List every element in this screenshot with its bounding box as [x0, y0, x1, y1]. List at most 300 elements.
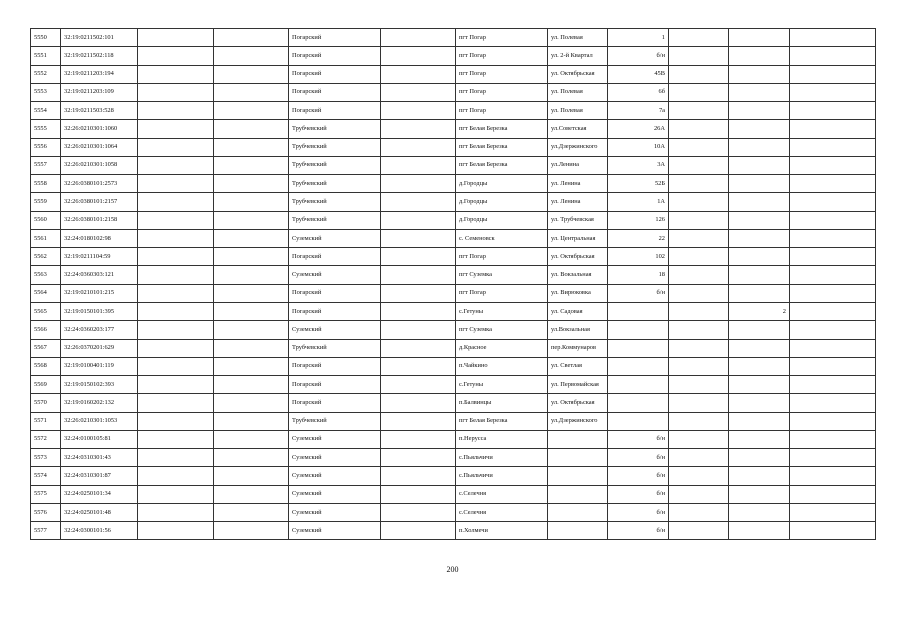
- cell-cadastral-number: 32:24:0310301:87: [61, 467, 138, 485]
- cell-extra-value: [729, 83, 790, 101]
- table-row: [31, 102, 876, 120]
- cell-district: Трубчевский: [289, 120, 381, 138]
- cell-row-number: 5575: [31, 485, 61, 503]
- cell-empty: [669, 65, 729, 83]
- table-row: [31, 302, 876, 320]
- cell-cadastral-number: 32:24:0310301:43: [61, 449, 138, 467]
- table-row: [31, 339, 876, 357]
- cell-house-number: [608, 412, 669, 430]
- cell-empty: [381, 376, 456, 394]
- cell-street: ул.Дзержинского: [548, 412, 608, 430]
- cell-house-number: [608, 376, 669, 394]
- cell-locality: д.Городцы: [456, 193, 548, 211]
- table-row: [31, 485, 876, 503]
- cell-district: Погарский: [289, 357, 381, 375]
- cell-district: Погарский: [289, 29, 381, 47]
- cell-empty: [138, 193, 214, 211]
- table-row: [31, 65, 876, 83]
- cell-empty: [214, 357, 289, 375]
- table-row: [31, 248, 876, 266]
- cell-empty: [214, 175, 289, 193]
- cell-empty: [381, 522, 456, 540]
- cell-cadastral-number: 32:19:0211502:118: [61, 47, 138, 65]
- cell-row-number: 5567: [31, 339, 61, 357]
- cell-row-number: 5572: [31, 430, 61, 448]
- cell-cadastral-number: 32:26:0210301:1058: [61, 156, 138, 174]
- cell-empty: [381, 65, 456, 83]
- cell-empty: [790, 467, 876, 485]
- cell-row-number: 5571: [31, 412, 61, 430]
- cell-empty: [214, 193, 289, 211]
- cell-street: ул. Полевая: [548, 83, 608, 101]
- table-row: [31, 522, 876, 540]
- cell-empty: [381, 321, 456, 339]
- cell-empty: [790, 65, 876, 83]
- cell-locality: д.Городцы: [456, 211, 548, 229]
- cell-cadastral-number: 32:24:0250101:48: [61, 503, 138, 521]
- registry-table-body: [31, 29, 876, 540]
- cell-empty: [381, 284, 456, 302]
- cell-house-number: 3А: [608, 156, 669, 174]
- cell-locality: п.Балвинцы: [456, 394, 548, 412]
- cell-empty: [790, 394, 876, 412]
- cell-house-number: [608, 394, 669, 412]
- cell-house-number: 1: [608, 29, 669, 47]
- cell-district: Погарский: [289, 248, 381, 266]
- table-row: [31, 321, 876, 339]
- cell-empty: [790, 302, 876, 320]
- cell-district: Трубчевский: [289, 211, 381, 229]
- cell-extra-value: [729, 248, 790, 266]
- cell-locality: пгт Погар: [456, 65, 548, 83]
- cell-street: [548, 485, 608, 503]
- cell-cadastral-number: 32:24:0180102:98: [61, 229, 138, 247]
- cell-locality: п.Чайкино: [456, 357, 548, 375]
- cell-empty: [214, 394, 289, 412]
- cell-empty: [790, 29, 876, 47]
- cell-house-number: 52Б: [608, 175, 669, 193]
- cell-empty: [669, 156, 729, 174]
- cell-cadastral-number: 32:19:0211203:194: [61, 65, 138, 83]
- cell-empty: [381, 339, 456, 357]
- cell-empty: [790, 376, 876, 394]
- cell-empty: [790, 211, 876, 229]
- cell-empty: [790, 485, 876, 503]
- cell-street: ул. Центральная: [548, 229, 608, 247]
- cell-empty: [669, 467, 729, 485]
- cell-street: ул. Вирюковка: [548, 284, 608, 302]
- table-row: [31, 284, 876, 302]
- cell-empty: [790, 266, 876, 284]
- cell-row-number: 5566: [31, 321, 61, 339]
- cell-empty: [381, 120, 456, 138]
- cell-district: Трубчевский: [289, 138, 381, 156]
- cell-locality: д.Городцы: [456, 175, 548, 193]
- cell-cadastral-number: 32:19:0210101:215: [61, 284, 138, 302]
- cell-house-number: 18: [608, 266, 669, 284]
- cell-empty: [669, 321, 729, 339]
- cell-empty: [138, 321, 214, 339]
- cell-empty: [669, 47, 729, 65]
- cell-empty: [669, 522, 729, 540]
- cell-street: ул.Дзержинского: [548, 138, 608, 156]
- cell-district: Суземский: [289, 522, 381, 540]
- cell-empty: [214, 430, 289, 448]
- cell-house-number: [608, 302, 669, 320]
- cell-street: [548, 467, 608, 485]
- cell-street: ул. Ленина: [548, 175, 608, 193]
- cell-empty: [381, 193, 456, 211]
- cell-district: Погарский: [289, 65, 381, 83]
- cell-locality: с.Гетуны: [456, 302, 548, 320]
- cell-street: ул. Полевая: [548, 102, 608, 120]
- cell-district: Погарский: [289, 102, 381, 120]
- cell-empty: [214, 29, 289, 47]
- cell-row-number: 5555: [31, 120, 61, 138]
- table-row: [31, 47, 876, 65]
- cell-district: Суземский: [289, 449, 381, 467]
- cell-house-number: 45В: [608, 65, 669, 83]
- cell-empty: [669, 302, 729, 320]
- cell-row-number: 5563: [31, 266, 61, 284]
- cell-empty: [214, 47, 289, 65]
- cell-locality: пгт Белая Березка: [456, 120, 548, 138]
- cell-empty: [790, 248, 876, 266]
- cell-row-number: 5551: [31, 47, 61, 65]
- cell-empty: [214, 211, 289, 229]
- cell-row-number: 5559: [31, 193, 61, 211]
- cell-house-number: б/н: [608, 522, 669, 540]
- cell-empty: [790, 138, 876, 156]
- cell-extra-value: [729, 229, 790, 247]
- cell-extra-value: [729, 321, 790, 339]
- cell-empty: [214, 376, 289, 394]
- table-row: [31, 211, 876, 229]
- cell-extra-value: [729, 376, 790, 394]
- cell-extra-value: [729, 339, 790, 357]
- cell-extra-value: [729, 430, 790, 448]
- table-row: [31, 376, 876, 394]
- cell-row-number: 5568: [31, 357, 61, 375]
- cell-house-number: 1А: [608, 193, 669, 211]
- cell-extra-value: [729, 449, 790, 467]
- cell-street: [548, 449, 608, 467]
- cell-cadastral-number: 32:19:0160202:132: [61, 394, 138, 412]
- cell-locality: с.Пьяльчичи: [456, 449, 548, 467]
- cell-empty: [669, 193, 729, 211]
- cell-district: Суземский: [289, 321, 381, 339]
- cell-street: ул. Трубчевская: [548, 211, 608, 229]
- cell-house-number: [608, 357, 669, 375]
- cell-row-number: 5558: [31, 175, 61, 193]
- cell-empty: [669, 102, 729, 120]
- cell-row-number: 5577: [31, 522, 61, 540]
- page-number: 200: [446, 565, 459, 574]
- cell-cadastral-number: 32:19:0100401:119: [61, 357, 138, 375]
- cell-empty: [790, 120, 876, 138]
- cell-empty: [790, 284, 876, 302]
- cell-empty: [669, 175, 729, 193]
- cell-empty: [381, 229, 456, 247]
- cell-empty: [790, 156, 876, 174]
- cell-cadastral-number: 32:19:0211104:59: [61, 248, 138, 266]
- cell-house-number: 102: [608, 248, 669, 266]
- cell-house-number: [608, 339, 669, 357]
- cell-row-number: 5564: [31, 284, 61, 302]
- cell-empty: [669, 83, 729, 101]
- cell-empty: [138, 485, 214, 503]
- cell-row-number: 5552: [31, 65, 61, 83]
- cell-empty: [669, 266, 729, 284]
- cell-extra-value: [729, 47, 790, 65]
- cell-empty: [138, 357, 214, 375]
- cell-locality: с.Селечня: [456, 503, 548, 521]
- cell-empty: [138, 339, 214, 357]
- cell-locality: пгт Погар: [456, 248, 548, 266]
- cell-empty: [138, 102, 214, 120]
- cell-empty: [138, 83, 214, 101]
- table-row: [31, 449, 876, 467]
- cell-street: [548, 430, 608, 448]
- cell-empty: [790, 412, 876, 430]
- cell-empty: [381, 430, 456, 448]
- cell-district: Трубчевский: [289, 156, 381, 174]
- table-row: [31, 430, 876, 448]
- cell-empty: [669, 412, 729, 430]
- cell-house-number: б/н: [608, 449, 669, 467]
- cell-empty: [214, 302, 289, 320]
- cell-house-number: б/н: [608, 47, 669, 65]
- cell-empty: [214, 83, 289, 101]
- cell-empty: [790, 522, 876, 540]
- cell-row-number: 5554: [31, 102, 61, 120]
- cell-cadastral-number: 32:24:0360303:121: [61, 266, 138, 284]
- cell-empty: [790, 229, 876, 247]
- cell-empty: [138, 449, 214, 467]
- cell-house-number: 126: [608, 211, 669, 229]
- cell-empty: [138, 467, 214, 485]
- cell-house-number: [608, 321, 669, 339]
- cell-street: пер.Коммунаров: [548, 339, 608, 357]
- cell-row-number: 5570: [31, 394, 61, 412]
- cell-street: ул. Октябрьская: [548, 394, 608, 412]
- cell-empty: [790, 503, 876, 521]
- table-row: [31, 266, 876, 284]
- table-row: [31, 229, 876, 247]
- cell-empty: [381, 357, 456, 375]
- cell-empty: [381, 449, 456, 467]
- cell-cadastral-number: 32:26:0370201:629: [61, 339, 138, 357]
- cell-district: Трубчевский: [289, 175, 381, 193]
- cell-locality: пгт Суземка: [456, 321, 548, 339]
- cell-street: ул. Полевая: [548, 29, 608, 47]
- table-row: [31, 83, 876, 101]
- table-row: [31, 120, 876, 138]
- cell-district: Суземский: [289, 485, 381, 503]
- cell-house-number: 7а: [608, 102, 669, 120]
- cell-empty: [381, 248, 456, 266]
- cell-extra-value: [729, 412, 790, 430]
- cell-extra-value: [729, 211, 790, 229]
- cell-empty: [138, 284, 214, 302]
- table-row: [31, 175, 876, 193]
- cell-extra-value: [729, 120, 790, 138]
- cell-empty: [381, 29, 456, 47]
- cell-district: Погарский: [289, 83, 381, 101]
- cell-empty: [381, 102, 456, 120]
- cell-extra-value: [729, 522, 790, 540]
- cell-empty: [138, 65, 214, 83]
- cell-locality: п.Нерусса: [456, 430, 548, 448]
- cell-extra-value: [729, 467, 790, 485]
- cell-house-number: 10А: [608, 138, 669, 156]
- cell-empty: [669, 138, 729, 156]
- cell-empty: [214, 65, 289, 83]
- cell-cadastral-number: 32:19:0211203:109: [61, 83, 138, 101]
- table-row: [31, 156, 876, 174]
- cell-empty: [214, 248, 289, 266]
- cell-locality: с.Пьяльчичи: [456, 467, 548, 485]
- cell-district: Суземский: [289, 503, 381, 521]
- cell-empty: [381, 138, 456, 156]
- cell-district: Трубчевский: [289, 339, 381, 357]
- cell-extra-value: 2: [729, 302, 790, 320]
- cell-cadastral-number: 32:26:0380101:2573: [61, 175, 138, 193]
- cell-locality: пгт Погар: [456, 29, 548, 47]
- cell-empty: [214, 120, 289, 138]
- cell-cadastral-number: 32:26:0210301:1064: [61, 138, 138, 156]
- table-row: [31, 503, 876, 521]
- cell-row-number: 5565: [31, 302, 61, 320]
- cell-locality: пгт Погар: [456, 47, 548, 65]
- cell-locality: пгт Суземка: [456, 266, 548, 284]
- cell-empty: [214, 412, 289, 430]
- cell-locality: пгт Погар: [456, 83, 548, 101]
- cell-empty: [790, 339, 876, 357]
- cell-empty: [138, 394, 214, 412]
- cell-empty: [214, 284, 289, 302]
- cell-row-number: 5560: [31, 211, 61, 229]
- cell-locality: пгт Белая Березка: [456, 156, 548, 174]
- table-row: [31, 138, 876, 156]
- cell-locality: д.Красное: [456, 339, 548, 357]
- cell-empty: [214, 339, 289, 357]
- cell-empty: [138, 175, 214, 193]
- cell-empty: [790, 321, 876, 339]
- cell-empty: [669, 248, 729, 266]
- cell-empty: [669, 376, 729, 394]
- cell-empty: [214, 503, 289, 521]
- cell-district: Погарский: [289, 376, 381, 394]
- cell-empty: [381, 47, 456, 65]
- cell-district: Суземский: [289, 266, 381, 284]
- cell-extra-value: [729, 29, 790, 47]
- cell-empty: [214, 449, 289, 467]
- cell-empty: [138, 376, 214, 394]
- cell-empty: [138, 266, 214, 284]
- cell-empty: [138, 430, 214, 448]
- cell-empty: [790, 102, 876, 120]
- cell-street: ул. Октябрьская: [548, 65, 608, 83]
- cell-locality: пгт Белая Березка: [456, 412, 548, 430]
- cell-locality: п.Холмечи: [456, 522, 548, 540]
- cell-street: ул. Ленина: [548, 193, 608, 211]
- cell-empty: [214, 156, 289, 174]
- cell-empty: [790, 357, 876, 375]
- cell-empty: [381, 467, 456, 485]
- cell-street: ул.Советская: [548, 120, 608, 138]
- cell-district: Погарский: [289, 302, 381, 320]
- table-row: [31, 467, 876, 485]
- cell-street: ул. Вокзальная: [548, 266, 608, 284]
- cell-extra-value: [729, 156, 790, 174]
- cell-empty: [138, 302, 214, 320]
- cell-empty: [138, 120, 214, 138]
- cell-cadastral-number: 32:19:0150101:395: [61, 302, 138, 320]
- cell-empty: [214, 102, 289, 120]
- cell-house-number: б/н: [608, 284, 669, 302]
- cell-empty: [214, 467, 289, 485]
- cell-empty: [790, 193, 876, 211]
- cell-street: ул. Светлая: [548, 357, 608, 375]
- cell-empty: [669, 485, 729, 503]
- cell-district: Суземский: [289, 229, 381, 247]
- cell-street: ул. Октябрьская: [548, 248, 608, 266]
- cell-extra-value: [729, 193, 790, 211]
- cell-row-number: 5569: [31, 376, 61, 394]
- cell-district: Погарский: [289, 284, 381, 302]
- cell-empty: [381, 211, 456, 229]
- cell-empty: [214, 229, 289, 247]
- table-row: [31, 357, 876, 375]
- cell-row-number: 5553: [31, 83, 61, 101]
- registry-table: [30, 28, 876, 540]
- cell-empty: [138, 248, 214, 266]
- cell-empty: [214, 522, 289, 540]
- cell-empty: [790, 449, 876, 467]
- cell-empty: [790, 175, 876, 193]
- cell-street: [548, 503, 608, 521]
- cell-empty: [138, 503, 214, 521]
- cell-empty: [214, 266, 289, 284]
- cell-empty: [138, 412, 214, 430]
- cell-street: ул. Садовая: [548, 302, 608, 320]
- cell-district: Суземский: [289, 467, 381, 485]
- cell-empty: [669, 339, 729, 357]
- cell-extra-value: [729, 394, 790, 412]
- table-row: [31, 193, 876, 211]
- cell-extra-value: [729, 266, 790, 284]
- cell-locality: с. Семеновск: [456, 229, 548, 247]
- cell-extra-value: [729, 284, 790, 302]
- cell-row-number: 5561: [31, 229, 61, 247]
- cell-house-number: б/н: [608, 467, 669, 485]
- cell-house-number: б/н: [608, 485, 669, 503]
- cell-extra-value: [729, 65, 790, 83]
- cell-empty: [669, 503, 729, 521]
- cell-cadastral-number: 32:26:0210301:1060: [61, 120, 138, 138]
- cell-empty: [138, 156, 214, 174]
- cell-empty: [669, 394, 729, 412]
- cell-extra-value: [729, 138, 790, 156]
- cell-row-number: 5557: [31, 156, 61, 174]
- table-row: [31, 29, 876, 47]
- cell-extra-value: [729, 503, 790, 521]
- cell-locality: с.Селечня: [456, 485, 548, 503]
- cell-empty: [381, 412, 456, 430]
- cell-empty: [669, 211, 729, 229]
- cell-empty: [669, 284, 729, 302]
